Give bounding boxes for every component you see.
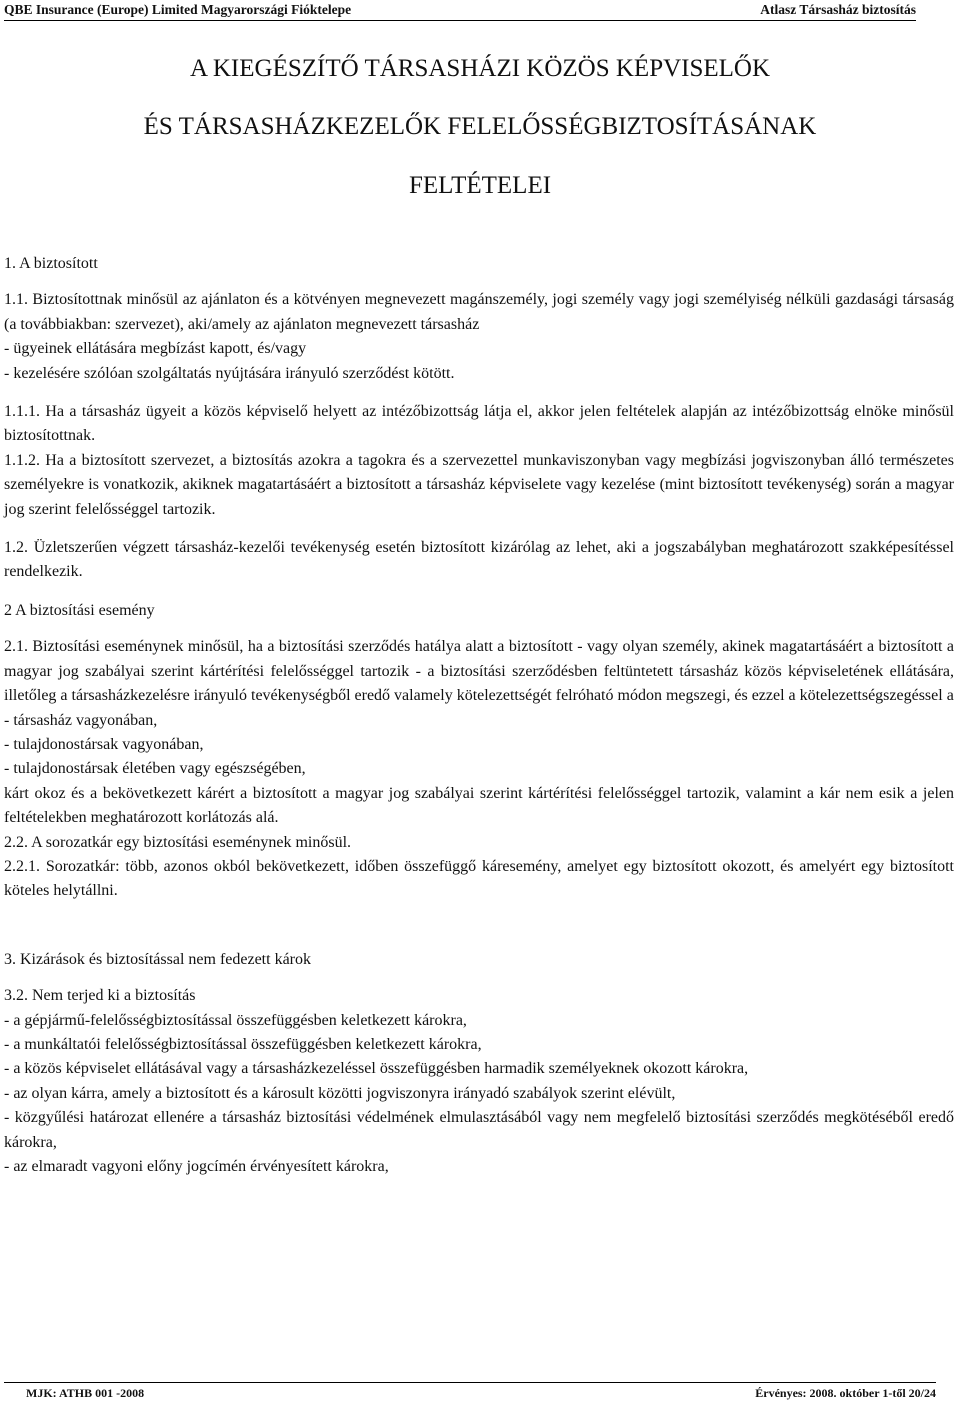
- title-line-3: FELTÉTELEI: [408, 172, 552, 199]
- paragraph-2-1: 2.1. Biztosítási eseménynek minősül, ha a biztosítási szerződés hatálya alatt a biztosított - vagy olyan személy, akinek magatartásáért a biztosított a magyar jog szabályai szerint kártérítési felelősséggel tartozik - a biztosítási szerződésben feltüntetett társasház közös képviseletének ellátására, illetőleg a társasházkezelésre irányuló tevékenységből eredő valamely kötelezettségét felróható módon megszegi, és ezzel a kötelezettségszegéssel a: [4, 638, 954, 705]
- list-item: - a közös képviselet ellátásával vagy a társasházkezeléssel összefüggésben harmadik személyeknek okozott károkra,: [4, 1060, 749, 1078]
- paragraph-3-2: 3.2. Nem terjed ki a biztosítás: [4, 987, 196, 1005]
- list-item: - ügyeinek ellátására megbízást kapott, és/vagy: [4, 340, 307, 358]
- list-item: - a gépjármű-felelősségbiztosítással összefüggésben keletkezett károkra,: [4, 1011, 467, 1029]
- list-item: - az elmaradt vagyoni előny jogcímén érvényesített károkra,: [4, 1158, 389, 1175]
- list-item: - társasház vagyonában,: [4, 711, 158, 729]
- page-header: [4, 0, 916, 21]
- section-1-heading: 1. A biztosított: [4, 255, 98, 272]
- paragraph-2-2: 2.2. A sorozatkár egy biztosítási eseménynek minősül.: [4, 833, 352, 851]
- list-item: - az olyan kárra, amely a biztosított és a károsult közötti jogviszonyra irányadó szabályok szerint elévült,: [4, 1084, 676, 1102]
- paragraph-1-1-2: 1.1.2. Ha a biztosított szervezet, a biztosítás azokra a tagokra és a szervezettel munkaviszonyban vagy megbízási jogviszonyban álló természetes személyekre is vonatkozik, akiknek magatartásáért a biztosított a társasház képviselete vagy kezelése (mint biztosított tevékenység) során a magyar jog szerint felelősséggel tartozik.: [4, 451, 954, 518]
- paragraph-1-1: 1.1. Biztosítottnak minősül az ajánlaton és a kötvényen megnevezett magánszemély, jogi személy vagy jogi személyiség nélküli gazdasági társaság (a továbbiakban: szervezet), aki/amely az ajánlaton megnevezett társasház: [4, 291, 954, 333]
- title-line-1: A KIEGÉSZÍTŐ TÁRSASHÁZI KÖZÖS KÉPVISELŐK: [189, 55, 771, 82]
- header-company: QBE Insurance (Europe) Limited Magyarországi Fióktelepe: [4, 2, 352, 17]
- list-item: - tulajdonostársak életében vagy egészségében,: [4, 760, 306, 778]
- footer-validity-page: Érvényes: 2008. október 1-től 20/24: [755, 1386, 936, 1400]
- paragraph-2-1-continued: kárt okoz és a bekövetkezett kárért a biztosított a magyar jog szabályai szerint kártérítési felelősséggel tartozik, valamint a kár nem esik a jelen feltételekben meghatározott korlátozás alá.: [4, 784, 954, 827]
- list-item: - a munkáltatói felelősségbiztosítással összefüggésben keletkezett károkra,: [4, 1035, 482, 1053]
- list-item: - kezelésére szólóan szolgáltatás nyújtására irányuló szerződést kötött.: [4, 364, 455, 382]
- title-line-2: ÉS TÁRSASHÁZKEZELŐK FELELŐSSÉGBIZTOSÍTÁSÁNAK: [143, 113, 817, 140]
- list-item: - közgyűlési határozat ellenére a társasház biztosítási védelmének elmulasztásából vagy nem megfelelő biztosítási szerződés megkötéséből eredő károkra,: [4, 1109, 954, 1151]
- document-body: [4, 252, 954, 1179]
- header-product: Atlasz Társasház biztosítás: [760, 2, 916, 17]
- footer-document-code: MJK: ATHB 001 -2008: [26, 1386, 145, 1400]
- section-2-heading: 2 A biztosítási esemény: [4, 601, 155, 619]
- paragraph-2-2-1: 2.2.1. Sorozatkár: több, azonos okból bekövetkezett, időben összefüggő káresemény, amelyet egy biztosított okozott, és amelyért egy biztosított köteles helytállni.: [4, 857, 954, 900]
- paragraph-1-2: 1.2. Üzletszerűen végzett társasház-kezelői tevékenység esetén biztosított kizárólag az lehet, aki a jogszabályban meghatározott szakképesítéssel rendelkezik.: [4, 539, 954, 581]
- paragraph-1-1-1: 1.1.1. Ha a társasház ügyeit a közös képviselő helyett az intézőbizottság látja el, akkor jelen feltételek alapján az intézőbizottság elnöke minősül biztosítottnak.: [4, 403, 954, 445]
- page-footer: [4, 1382, 936, 1400]
- section-3-heading: 3. Kizárások és biztosítással nem fedezett károk: [4, 950, 311, 968]
- list-item: - tulajdonostársak vagyonában,: [4, 735, 204, 753]
